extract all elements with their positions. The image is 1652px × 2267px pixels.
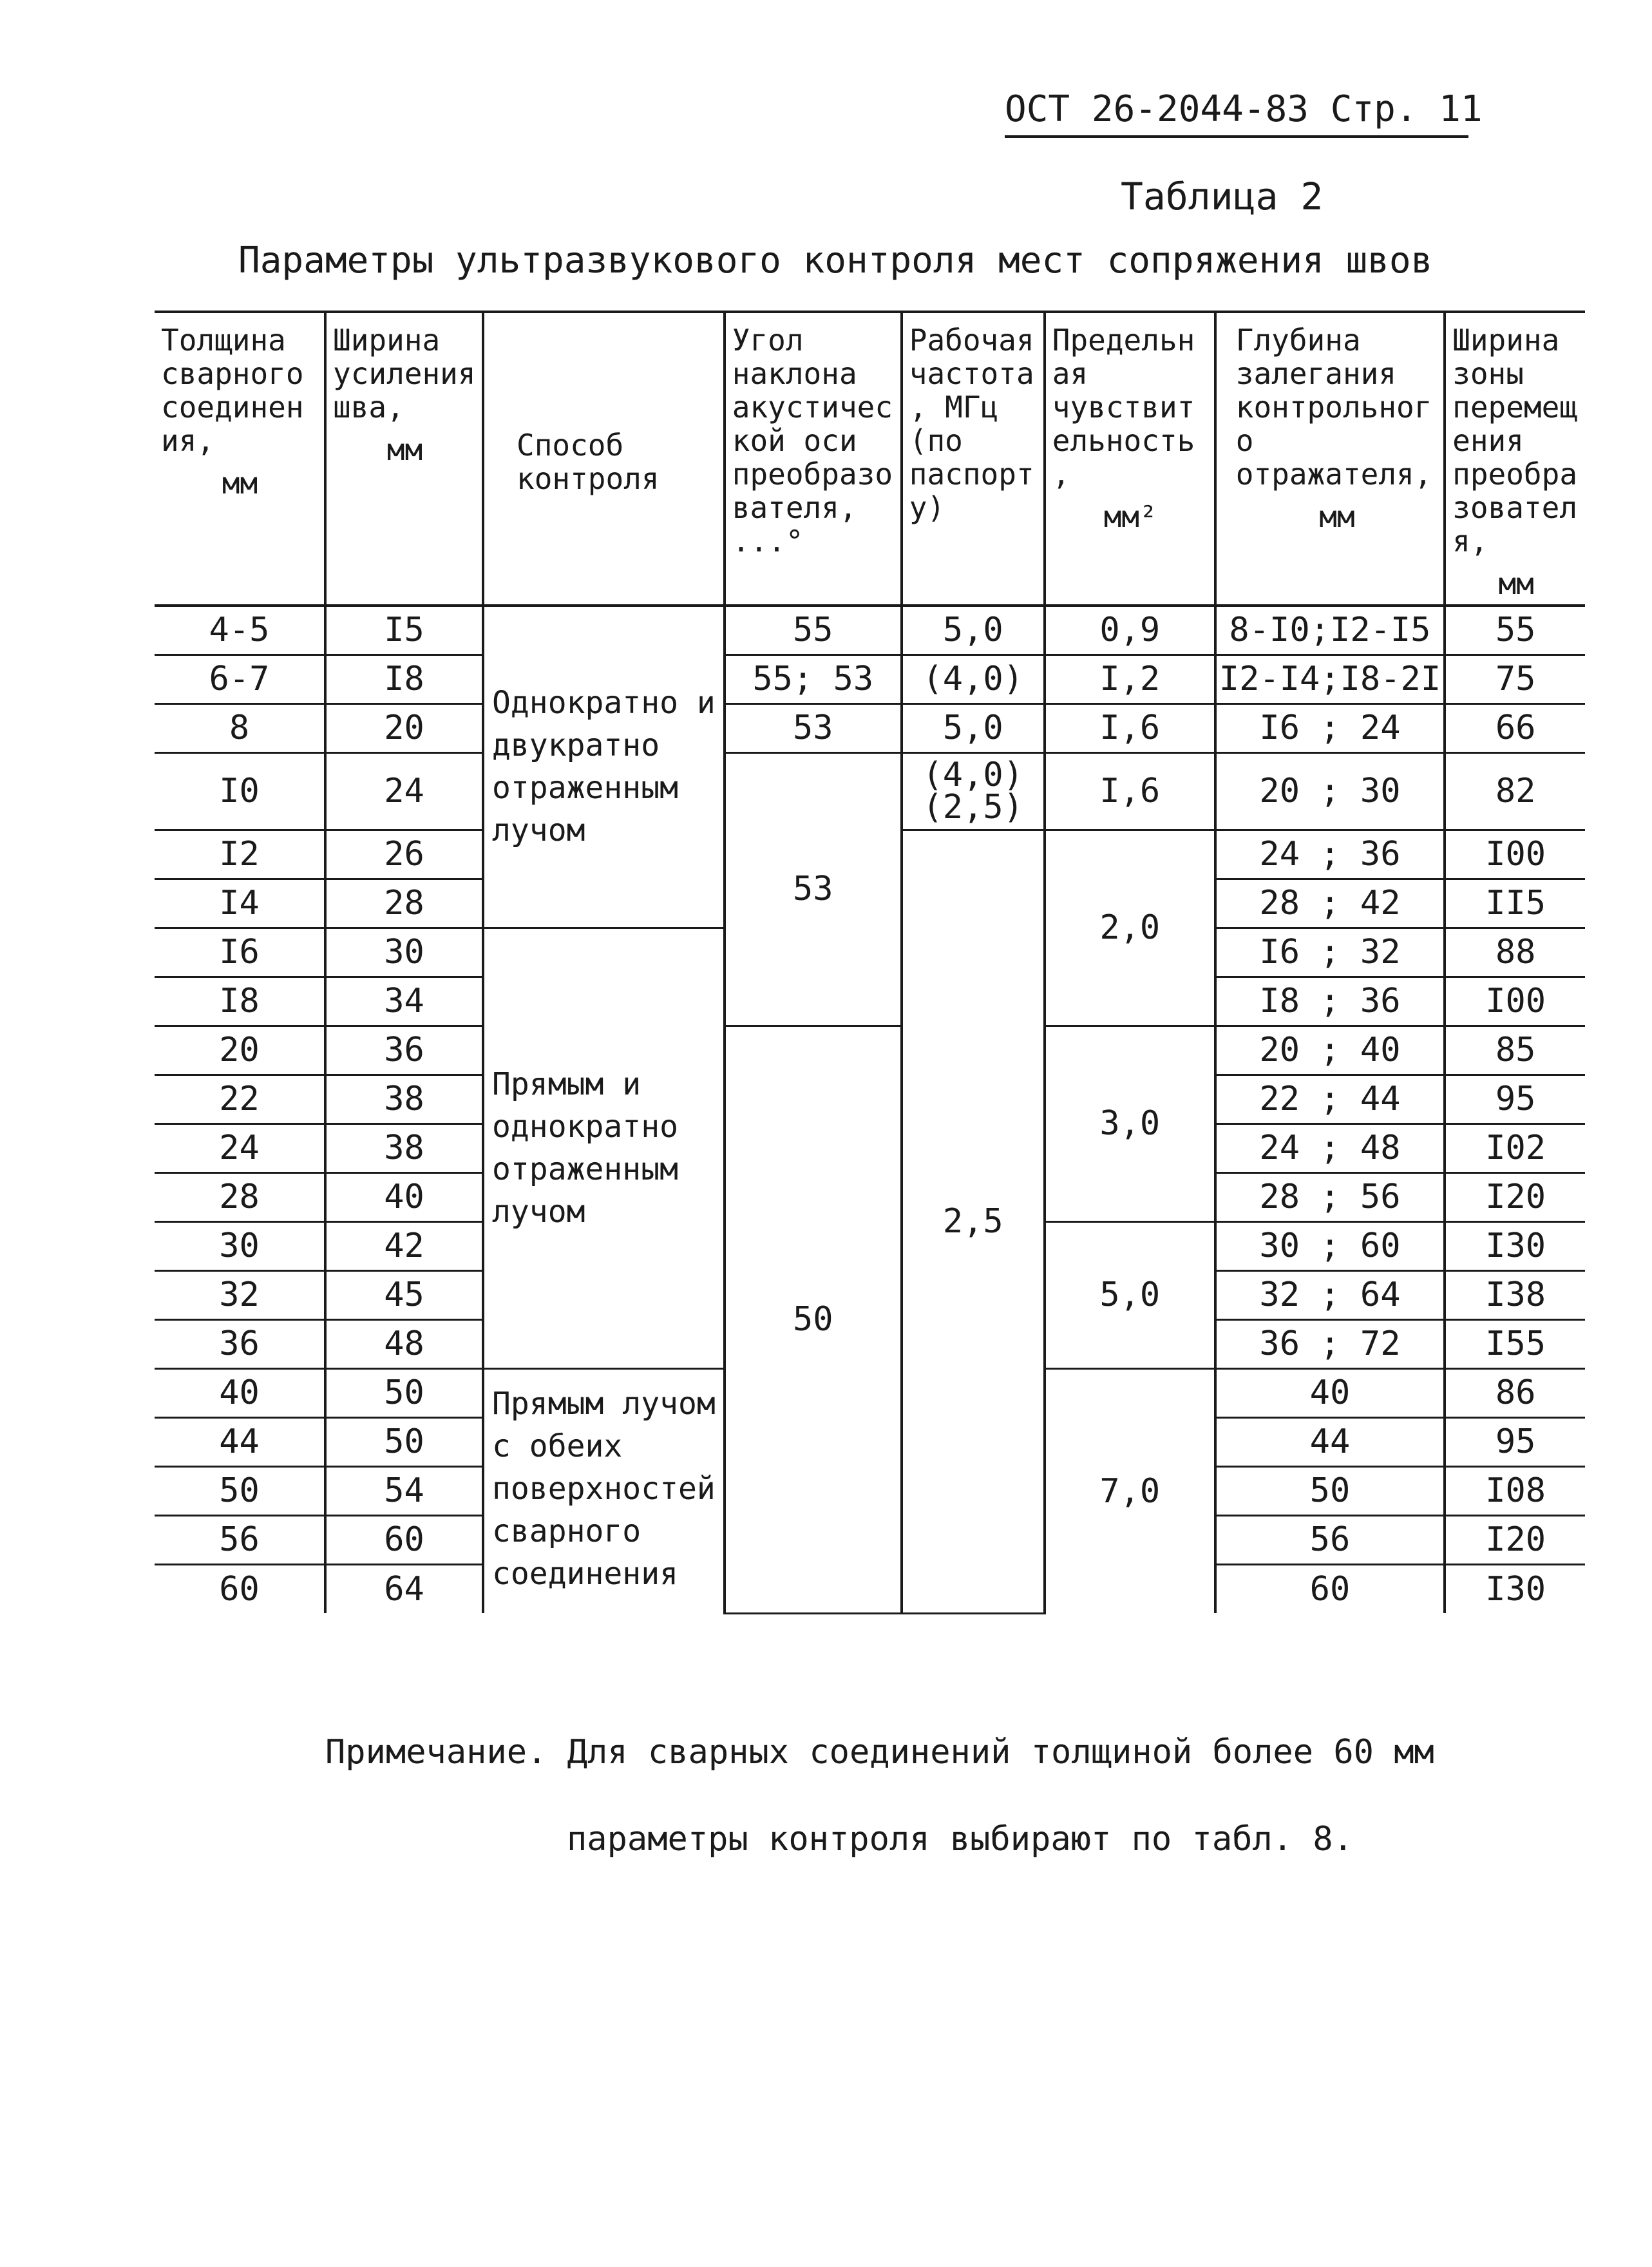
cell-width: 24 bbox=[325, 752, 483, 830]
col-header-zone: Ширина зоны перемещения преобразователя, мм bbox=[1445, 312, 1585, 606]
cell-sensitivity-merged: 2,0 bbox=[1045, 830, 1215, 1026]
cell-thickness: 40 bbox=[155, 1368, 325, 1417]
cell-sensitivity-merged: 3,0 bbox=[1045, 1026, 1215, 1221]
cell-thickness: 60 bbox=[219, 1569, 260, 1609]
table-row bbox=[155, 703, 1585, 752]
cell-frequency: 5,0 bbox=[902, 703, 1045, 752]
cell-angle: 55; 53 bbox=[725, 655, 902, 703]
col-header-thickness: Толщина сварного соединения, мм bbox=[155, 312, 325, 606]
cell-depth: 40 bbox=[1215, 1368, 1445, 1417]
cell-width: 34 bbox=[325, 977, 483, 1026]
cell-thickness: 28 bbox=[155, 1172, 325, 1221]
cell-zone: I00 bbox=[1445, 977, 1585, 1026]
col-header-sensitivity: Предельная чувствительность, мм² bbox=[1045, 312, 1215, 606]
cell-thickness: I4 bbox=[155, 879, 325, 928]
cell-zone: 95 bbox=[1445, 1075, 1585, 1124]
document-reference: ОСТ 26-2044-83 Стр. 11 bbox=[1005, 84, 1468, 138]
cell-width: 38 bbox=[325, 1124, 483, 1172]
note-line-1: Примечание. Для сварных соединений толщиной более 60 мм bbox=[325, 1733, 1434, 1772]
cell-zone: II5 bbox=[1445, 879, 1585, 928]
table-row bbox=[155, 655, 1585, 703]
cell-depth: 24 ; 36 bbox=[1215, 830, 1445, 879]
cell-sensitivity: I,6 bbox=[1045, 752, 1215, 830]
cell-depth: I6 ; 24 bbox=[1215, 703, 1445, 752]
cell-frequency: (4,0) (2,5) bbox=[902, 752, 1045, 830]
cell-width: 48 bbox=[325, 1319, 483, 1368]
cell-width: 60 bbox=[325, 1515, 483, 1564]
cell-depth: 22 ; 44 bbox=[1215, 1075, 1445, 1124]
cell-angle: 55 bbox=[725, 606, 902, 655]
table-row bbox=[155, 1026, 1585, 1075]
cell-thickness: 6-7 bbox=[155, 655, 325, 703]
cell-thickness: I8 bbox=[155, 977, 325, 1026]
cell-sensitivity-merged: 5,0 bbox=[1045, 1221, 1215, 1368]
cell-thickness: 4-5 bbox=[155, 606, 325, 655]
cell-sensitivity: I,2 bbox=[1045, 655, 1215, 703]
cell-zone: 75 bbox=[1445, 655, 1585, 703]
cell-width: 38 bbox=[325, 1075, 483, 1124]
cell-width: I8 bbox=[325, 655, 483, 703]
cell-sensitivity: I,6 bbox=[1045, 703, 1215, 752]
cell-depth: 50 bbox=[1215, 1466, 1445, 1515]
cell-zone: I08 bbox=[1445, 1466, 1585, 1515]
cell-depth: I8 ; 36 bbox=[1215, 977, 1445, 1026]
col-header-angle: Угол наклона акустической оси преобразователя, ...° bbox=[725, 312, 902, 606]
cell-width: 26 bbox=[325, 830, 483, 879]
cell-angle: 53 bbox=[725, 703, 902, 752]
cell-angle-merged: 53 bbox=[725, 752, 902, 1026]
cell-depth: 20 ; 30 bbox=[1215, 752, 1445, 830]
cell-zone: I20 bbox=[1445, 1515, 1585, 1564]
cell-thickness: I2 bbox=[155, 830, 325, 879]
cell-width: 30 bbox=[325, 928, 483, 977]
cell-frequency: (4,0) bbox=[902, 655, 1045, 703]
cell-zone: I20 bbox=[1445, 1172, 1585, 1221]
cell-zone: I38 bbox=[1445, 1270, 1585, 1319]
cell-thickness: 32 bbox=[155, 1270, 325, 1319]
cell-thickness: I6 bbox=[155, 928, 325, 977]
cell-thickness: 20 bbox=[155, 1026, 325, 1075]
cell-zone: 82 bbox=[1445, 752, 1585, 830]
cell-zone: 55 bbox=[1445, 606, 1585, 655]
cell-depth: 60 bbox=[1215, 1564, 1445, 1613]
cell-depth: 36 ; 72 bbox=[1215, 1319, 1445, 1368]
cell-depth: 44 bbox=[1215, 1417, 1445, 1466]
cell-zone: 95 bbox=[1445, 1417, 1585, 1466]
table-header-row bbox=[155, 312, 1585, 606]
cell-frequency: 5,0 bbox=[902, 606, 1045, 655]
cell-width: 40 bbox=[325, 1172, 483, 1221]
cell-thickness: 36 bbox=[155, 1319, 325, 1368]
cell-width: 54 bbox=[325, 1466, 483, 1515]
cell-angle-merged: 50 bbox=[725, 1026, 902, 1613]
cell-thickness: 24 bbox=[155, 1124, 325, 1172]
cell-width: 28 bbox=[325, 879, 483, 928]
cell-thickness: 50 bbox=[155, 1466, 325, 1515]
cell-width: 36 bbox=[325, 1026, 483, 1075]
cell-thickness: 56 bbox=[155, 1515, 325, 1564]
cell-frequency-merged: 2,5 bbox=[902, 830, 1045, 1613]
cell-zone: I55 bbox=[1445, 1319, 1585, 1368]
cell-thickness: 30 bbox=[155, 1221, 325, 1270]
table-label: Таблица 2 bbox=[1121, 175, 1324, 218]
cell-zone: 85 bbox=[1445, 1026, 1585, 1075]
cell-depth: 28 ; 56 bbox=[1215, 1172, 1445, 1221]
cell-depth: 20 ; 40 bbox=[1215, 1026, 1445, 1075]
cell-width: 20 bbox=[325, 703, 483, 752]
cell-thickness: 8 bbox=[155, 703, 325, 752]
cell-depth: I6 ; 32 bbox=[1215, 928, 1445, 977]
cell-zone: 86 bbox=[1445, 1368, 1585, 1417]
cell-width: 45 bbox=[325, 1270, 483, 1319]
cell-depth: 30 ; 60 bbox=[1215, 1221, 1445, 1270]
cell-zone: I30 bbox=[1445, 1564, 1585, 1613]
cell-depth: I2-I4;I8-2I bbox=[1215, 655, 1445, 703]
col-header-method: Способ контроля bbox=[483, 312, 725, 606]
cell-zone: I30 bbox=[1445, 1221, 1585, 1270]
cell-thickness: 22 bbox=[155, 1075, 325, 1124]
cell-width: 42 bbox=[325, 1221, 483, 1270]
cell-zone: 88 bbox=[1445, 928, 1585, 977]
cell-width: I5 bbox=[325, 606, 483, 655]
cell-method-2: Прямым и однократно отраженным лучом bbox=[483, 928, 725, 1368]
cell-method-3: Прямым лучом с обеих поверхностей сварного соединения bbox=[483, 1368, 725, 1613]
cell-depth: 32 ; 64 bbox=[1215, 1270, 1445, 1319]
cell-sensitivity-merged: 7,0 bbox=[1045, 1368, 1215, 1613]
cell-method-1: Однократно и двукратно отраженным лучом bbox=[483, 606, 725, 928]
cell-zone: I00 bbox=[1445, 830, 1585, 879]
col-header-width: Ширина усиления шва, мм bbox=[325, 312, 483, 606]
cell-depth: 28 ; 42 bbox=[1215, 879, 1445, 928]
cell-width: 50 bbox=[325, 1417, 483, 1466]
cell-width: 64 bbox=[325, 1564, 483, 1613]
cell-thickness: 44 bbox=[155, 1417, 325, 1466]
cell-depth: 24 ; 48 bbox=[1215, 1124, 1445, 1172]
col-header-depth: Глубина залегания контрольного отражателя, мм bbox=[1215, 312, 1445, 606]
cell-zone: I02 bbox=[1445, 1124, 1585, 1172]
cell-zone: 66 bbox=[1445, 703, 1585, 752]
table-row bbox=[155, 752, 1585, 830]
table-title: Параметры ультразвукового контроля мест сопряжения швов bbox=[238, 240, 1433, 282]
note-line-2: параметры контроля выбирают по табл. 8. bbox=[567, 1820, 1353, 1859]
cell-thickness: I0 bbox=[155, 752, 325, 830]
cell-depth: 8-I0;I2-I5 bbox=[1215, 606, 1445, 655]
cell-sensitivity: 0,9 bbox=[1045, 606, 1215, 655]
cell-width: 50 bbox=[325, 1368, 483, 1417]
cell-depth: 56 bbox=[1215, 1515, 1445, 1564]
parameters-table bbox=[155, 311, 1585, 1614]
table-row bbox=[155, 606, 1585, 655]
col-header-frequency: Рабочая частота, МГц (по паспорту) bbox=[902, 312, 1045, 606]
